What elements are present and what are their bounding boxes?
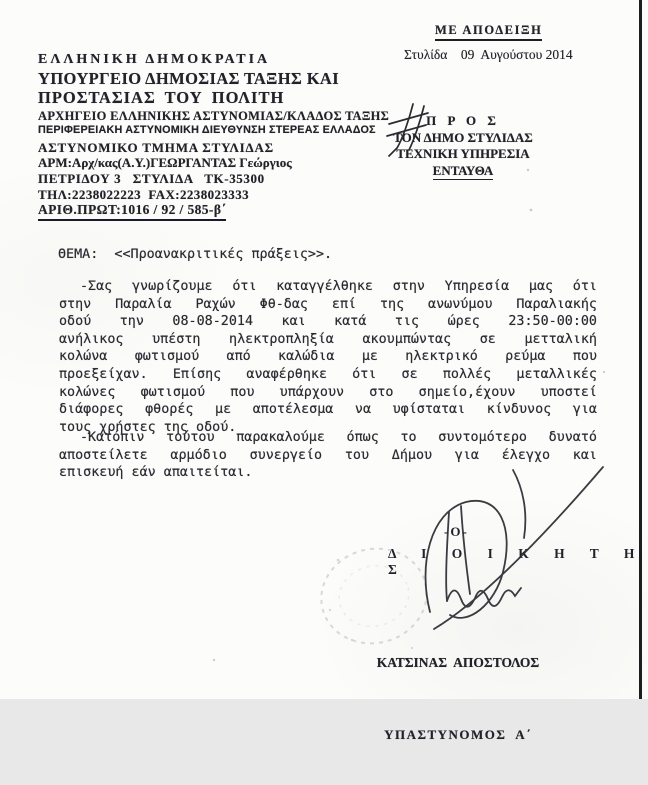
body-paragraph-2: [59, 429, 597, 482]
body-line: κολώνα φωτισμού από καλώδια με ηλεκτρικό ρεύμα που: [59, 349, 597, 365]
commander-title: Δ Ι Ο Ι Κ Η Τ Η Σ: [388, 546, 646, 577]
protocol-number: ΑΡΙΘ.ΠΡΩΤ:1016 / 92 / 585-β΄: [38, 202, 226, 221]
body-line: -Κατόπιν τούτου παρακαλούμε όπως το συντομότερο δυνατό: [80, 430, 597, 445]
recipient-department: ΤΕΧΝΙΚΗ ΥΠΗΡΕΣΙΑ: [396, 146, 530, 161]
header-ministry-line1: ΥΠΟΥΡΓΕΙΟ ΔΗΜΟΣΙΑΣ ΤΑΞΗΣ ΚΑΙ: [38, 69, 340, 88]
body-line: κολώνες φωτισμού που υπάρχουν στο σημείο,έχουν υποστεί: [59, 384, 597, 400]
header-police-hq: ΑΡΧΗΓΕΙΟ ΕΛΛΗΝΙΚΗΣ ΑΣΤΥΝΟΜΙΑΣ/ΚΛΑΔΟΣ ΤΑΞΗΣ: [38, 109, 390, 123]
header-republic: ΕΛΛΗΝΙΚΗ ΔΗΜΟΚΡΑΤΙΑ: [38, 52, 271, 67]
body-paragraph-1: [59, 278, 597, 436]
recipient-to-label: Π Ρ Ο Σ: [426, 113, 500, 128]
signature-dash-o: -Ο-: [444, 524, 469, 539]
body-line: προεξείχαν. Επίσης αναφέρθηκε ότι σε πολλές μεταλλικές: [59, 366, 597, 382]
body-line: ανήλικος υπέστη ηλεκτροπληξία ακουμπώντας σε μετταλική: [59, 331, 597, 347]
header-officer-in-charge: ΑΡΜ:Αρχ/κας(Α.Υ.)ΓΕΩΡΓΑΝΤΑΣ Γεώργιος: [38, 155, 292, 170]
recipient-municipality: ΤΟΝ ΔΗΜΟ ΣΤΥΛΙΔΑΣ: [393, 129, 533, 145]
body-line: τους χρήστες της οδού.: [59, 419, 237, 435]
dateline: Στυλίδα 09 Αυγούστου 2014: [404, 47, 573, 62]
body-line: στην Παραλία Ραχών Φθ-δας επί της ανωνύμου Παραλιακής: [59, 296, 597, 312]
header-address: ΠΕΤΡΙΔΟΥ 3 ΣΤΥΛΙΔΑ ΤΚ-35300: [38, 171, 265, 186]
header-police-station: ΑΣΤΥΝΟΜΙΚΟ ΤΜΗΜΑ ΣΤΥΛΙΔΑΣ: [38, 140, 274, 155]
commander-rank: ΥΠΑΣΤΥΝΟΜΟΣ Α΄: [384, 727, 532, 742]
header-phone-fax: ΤΗΛ:2238022223 FAX:2238023333: [38, 187, 250, 202]
header-regional-directorate: ΠΕΡΙΦΕΡΕΙΑΚΗ ΑΣΤΥΝΟΜΙΚΗ ΔΙΕΥΘΥΝΣΗ ΣΤΕΡΕΑΣ ΕΛΛΑΔΟΣ: [38, 124, 376, 136]
subject-line: ΘΕΜΑ: <<Προανακριτικές πράξεις>>.: [58, 247, 333, 262]
delivery-method-stamp: ΜΕ ΑΠΟΔΕΙΞΗ: [435, 23, 542, 41]
commander-name: ΚΑΤΣΙΝΑΣ ΑΠΟΣΤΟΛΟΣ: [376, 655, 540, 670]
header-ministry-line2: ΠΡΟΣΤΑΣΙΑΣ ΤΟΥ ΠΟΛΙΤΗ: [38, 88, 285, 107]
body-line: αποστείλετε αρμόδιο συνεργείο του Δήμου για έλεγχο και: [59, 447, 597, 463]
scan-edge-line: [639, 0, 642, 699]
recipient-block: [392, 113, 534, 180]
signature-name-block: [352, 613, 564, 785]
body-line: οδού την 08-08-2014 και κατά τις ώρες 23:50-00:00: [59, 314, 597, 330]
body-line: επισκευή εάν απαιτείται.: [59, 465, 253, 481]
recipient-entafha: ΕΝΤΑΥΘΑ: [433, 163, 494, 181]
body-line: διάφορες φθορές με αποτέλεσμα να υφίσταται κίνδυνος για: [59, 402, 597, 418]
body-line: -Σας γνωρίζουμε ότι καταγγέλθηκε στην Υπηρεσία μας ότι: [80, 279, 597, 294]
